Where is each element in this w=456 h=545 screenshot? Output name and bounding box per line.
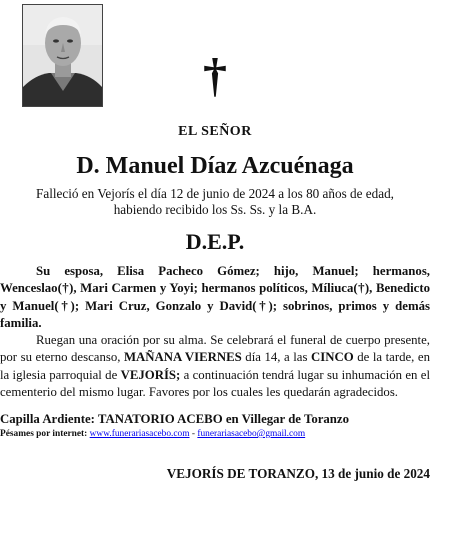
funeral-hour: CINCO	[310, 350, 354, 365]
family-paragraph	[0, 263, 430, 332]
condolences-line	[0, 428, 430, 441]
funeral-paragraph	[0, 332, 430, 401]
death-notice-line-2: habiendo recibido los Ss. Ss. y la B.A.	[113, 202, 317, 217]
place-date: VEJORÍS DE TORANZO, 13 de junio de 2024	[166, 466, 430, 481]
deceased-name: D. Manuel Díaz Azcuénaga	[76, 153, 354, 179]
condolences-separator: -	[189, 429, 198, 439]
funeral-text-2: día 14, a las	[241, 350, 311, 365]
website-link[interactable]: www.funerariasacebo.com	[89, 429, 190, 439]
funeral-place: VEJORÍS;	[120, 367, 181, 382]
honorific-title: EL SEÑOR	[178, 124, 252, 139]
funeral-text-3: de la tarde, en la iglesia parroquial de	[0, 350, 430, 382]
rest-in-peace: D.E.P.	[185, 229, 245, 254]
email-link[interactable]: funerariasacebo@gmail.com	[197, 429, 306, 439]
cross-icon: †	[203, 49, 227, 102]
funeral-text-4: a continuación tendrá lugar su inhumación en el cementerio del mismo lugar. Favores por los cuales les quedarán agradecidos.	[0, 367, 430, 399]
death-notice-line-1: Falleció en Vejorís el día 12 de junio de 2024 a los 80 años de edad,	[36, 186, 394, 201]
death-notice	[0, 186, 430, 218]
funeral-text-1: Ruegan una oración por su alma. Se celebrará el funeral de cuerpo presente, por su eterno descanso,	[0, 333, 430, 365]
funeral-day: MAÑANA VIERNES	[123, 350, 242, 365]
chapel-info: Capilla Ardiente: TANATORIO ACEBO en Villegar de Toranzo	[0, 412, 349, 426]
family-text: Su esposa, Elisa Pacheco Gómez; hijo, Manuel; hermanos, Wenceslao(†), Mari Carmen y Yoyi; hermanos políticos, Míliuca(†), Benedicto y Manuel(†); Mari Cruz, Gonzalo y David(†); sobrinos, primos y demás familia.	[0, 264, 430, 330]
condolences-label: Pésames por internet:	[0, 429, 88, 439]
